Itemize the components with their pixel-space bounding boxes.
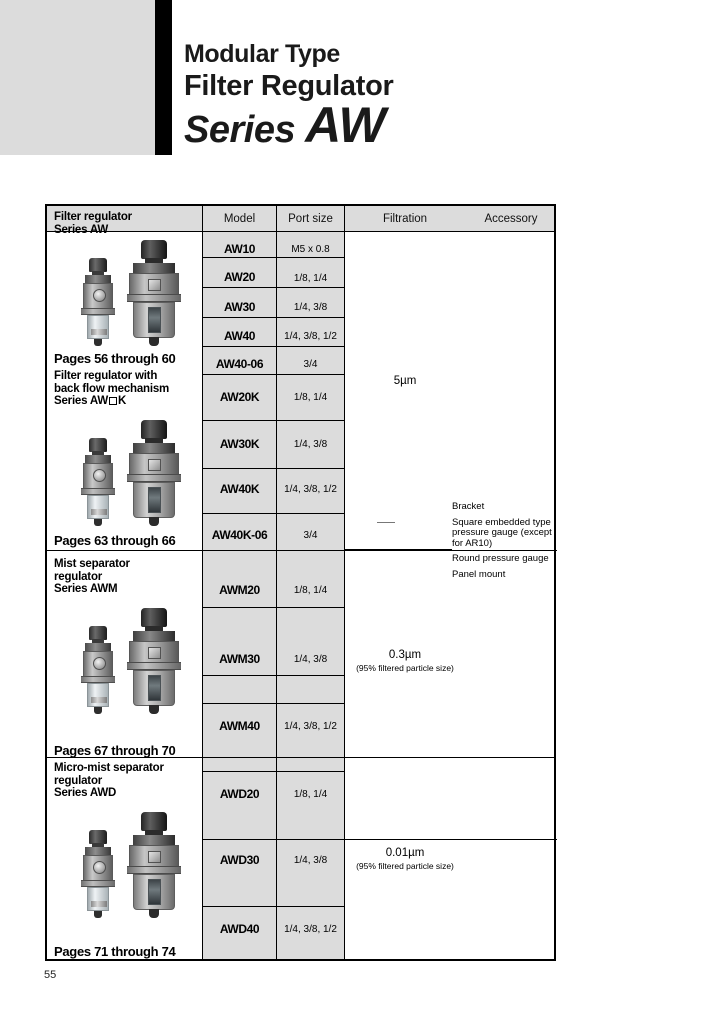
- regulator-body: [83, 463, 113, 489]
- regulator-body: [129, 641, 179, 663]
- accessory-item: Bracket: [452, 501, 485, 512]
- drain-cock: [94, 339, 102, 346]
- category-block-back-flow: [51, 370, 201, 408]
- filter-bowl: [133, 302, 175, 338]
- adjust-knob: [141, 240, 167, 259]
- model-cell: AW40: [223, 329, 256, 343]
- drain-cock: [94, 707, 102, 714]
- product-unit-small: [81, 830, 115, 918]
- adjust-knob: [141, 608, 167, 627]
- product-unit-large: [127, 812, 181, 918]
- category-title-line: Micro-mist separator: [54, 762, 164, 774]
- category-title-line: regulator: [54, 774, 103, 787]
- filtration-note: (95% filtered particle size): [356, 663, 454, 673]
- filtration-cell: [345, 649, 465, 673]
- adjust-knob: [141, 420, 167, 439]
- pressure-gauge-icon: [93, 861, 106, 874]
- filter-bowl: [133, 482, 175, 518]
- accessory-item: Round pressure gauge: [452, 553, 549, 564]
- filtration-note: (95% filtered particle size): [356, 861, 454, 871]
- model-cell: AW40K: [219, 482, 260, 496]
- series-code: AW: [305, 97, 386, 153]
- port-block: [148, 459, 161, 471]
- regulator-body: [129, 845, 179, 867]
- model-cell: AW40K-06: [211, 528, 268, 542]
- drain-cock: [149, 909, 159, 918]
- bowl-element: [91, 697, 107, 703]
- accessory-list: [452, 502, 552, 585]
- filter-bowl: [87, 887, 109, 911]
- model-cell: AWM30: [219, 652, 260, 666]
- product-overview-table: [45, 204, 556, 961]
- pressure-gauge-icon: [93, 289, 106, 302]
- port-size-cell: 1/4, 3/8, 1/2: [284, 484, 337, 495]
- product-photo-micro-mist: [65, 808, 200, 918]
- port-size-cell: 1/4, 3/8: [293, 302, 328, 313]
- filter-bowl: [87, 315, 109, 339]
- port-size-cell: 1/4, 3/8, 1/2: [284, 331, 337, 342]
- category-title-line: Series AW: [54, 223, 109, 236]
- mounting-bracket: [127, 294, 181, 302]
- drain-cock: [149, 705, 159, 714]
- port-size-cell: 1/4, 3/8: [293, 654, 328, 665]
- regulator-body: [129, 453, 179, 475]
- bowl-element: [91, 509, 107, 515]
- series-prefix: Series AW: [54, 395, 109, 407]
- port-size-cell: 3/4: [303, 359, 318, 370]
- model-cell: AW20K: [219, 390, 260, 404]
- port-size-cell: 1/8, 1/4: [293, 789, 328, 800]
- bowl-window: [148, 879, 161, 905]
- product-unit-large: [127, 608, 181, 714]
- page-number: 55: [44, 969, 57, 981]
- column-divider-model: [276, 206, 277, 959]
- filtration-value: 0.01µm: [385, 847, 425, 859]
- column-header-model: Model: [223, 213, 256, 225]
- category-title-line: Mist separator: [54, 558, 130, 570]
- model-cell: AW30K: [219, 437, 260, 451]
- port-size-cell: 1/4, 3/8, 1/2: [284, 924, 337, 935]
- adjust-knob: [141, 812, 167, 831]
- adjust-knob: [89, 830, 107, 844]
- bowl-element: [91, 901, 107, 907]
- bowl-window: [148, 307, 161, 333]
- port-size-cell: 1/4, 3/8: [293, 855, 328, 866]
- row-divider: [203, 287, 344, 288]
- category-title-line: [51, 395, 201, 408]
- series-suffix: K: [118, 395, 127, 407]
- filtration-cell: [345, 375, 465, 387]
- mounting-bracket: [127, 474, 181, 482]
- product-unit-large: [127, 240, 181, 346]
- category-block-filter-regulator: [51, 211, 201, 236]
- model-cell: AWD20: [219, 787, 260, 801]
- category-title-line: Series AWD: [54, 787, 117, 799]
- row-divider: [203, 607, 344, 608]
- mounting-bracket: [81, 488, 115, 495]
- pressure-gauge-icon: [93, 469, 106, 482]
- product-unit-small: [81, 258, 115, 346]
- accessory-item: Square embedded type pressure gauge (except for AR10): [452, 516, 552, 549]
- column-header-filtration: Filtration: [382, 213, 428, 225]
- product-unit-small: [81, 438, 115, 526]
- category-title-line: Filter regulator with: [54, 370, 158, 382]
- regulator-body: [83, 651, 113, 677]
- port-block: [148, 279, 161, 291]
- category-pages-ref[interactable]: Pages 63 through 66: [54, 533, 176, 548]
- mounting-bracket: [81, 676, 115, 683]
- model-cell: AW20: [223, 270, 256, 284]
- model-cell: AW40-06: [215, 357, 264, 371]
- category-block-mist-separator: [51, 558, 201, 596]
- model-cell: AW10: [223, 242, 256, 256]
- regulator-body: [129, 273, 179, 295]
- row-divider: [203, 420, 344, 421]
- category-pages-ref[interactable]: Pages 71 through 74: [54, 944, 176, 959]
- port-size-cell: 3/4: [303, 530, 318, 541]
- mounting-bracket: [127, 662, 181, 670]
- category-pages-ref[interactable]: Pages 56 through 60: [54, 351, 176, 366]
- port-size-cell: M5 x 0.8: [291, 244, 330, 255]
- bowl-window: [148, 487, 161, 513]
- regulator-body: [83, 855, 113, 881]
- row-divider: [203, 346, 344, 347]
- mounting-bracket: [81, 880, 115, 887]
- placeholder-box-icon: [109, 397, 117, 405]
- pressure-gauge-icon: [93, 657, 106, 670]
- series-title: [184, 97, 394, 153]
- header-black-bar: [155, 0, 172, 155]
- model-cell: AW30: [223, 300, 256, 314]
- row-divider: [203, 257, 344, 258]
- category-pages-ref[interactable]: Pages 67 through 70: [54, 743, 176, 758]
- filtration-value: 0.3µm: [388, 649, 422, 661]
- product-unit-small: [81, 626, 115, 714]
- drain-cock: [149, 517, 159, 526]
- header-grey-block: [0, 0, 155, 155]
- row-divider: [203, 906, 344, 907]
- category-title-line: Filter regulator: [54, 211, 132, 223]
- port-size-cell: 1/8, 1/4: [293, 585, 328, 596]
- adjust-knob: [89, 626, 107, 640]
- filter-bowl: [87, 683, 109, 707]
- filtration-cell: [345, 847, 465, 871]
- mounting-bracket: [127, 866, 181, 874]
- row-divider: [203, 771, 344, 772]
- series-word: Series: [184, 109, 296, 151]
- product-photo-filter-regulator: [65, 236, 200, 346]
- filter-bowl: [133, 874, 175, 910]
- category-title-line: regulator: [54, 570, 103, 583]
- adjust-knob: [89, 258, 107, 272]
- row-divider: [203, 839, 344, 840]
- port-size-cell: 1/8, 1/4: [293, 392, 328, 403]
- port-size-cell: 1/8, 1/4: [293, 273, 328, 284]
- model-cell: AWM40: [219, 719, 260, 733]
- bowl-element: [91, 329, 107, 335]
- port-block: [148, 647, 161, 659]
- row-divider: [203, 513, 344, 514]
- page-header: [0, 0, 720, 155]
- accessory-leader-dash: [377, 522, 395, 523]
- row-divider: [203, 703, 344, 704]
- drain-cock: [94, 519, 102, 526]
- filter-bowl: [133, 670, 175, 706]
- bowl-window: [148, 675, 161, 701]
- model-cell: AWD30: [219, 853, 260, 867]
- category-title-line: Series AWM: [54, 583, 118, 595]
- drain-cock: [149, 337, 159, 346]
- accessory-item: Panel mount: [452, 568, 506, 580]
- row-divider: [203, 374, 344, 375]
- model-cell: AWD40: [219, 922, 260, 936]
- adjust-knob: [89, 438, 107, 452]
- row-divider: [203, 317, 344, 318]
- drain-cock: [94, 911, 102, 918]
- product-photo-back-flow: [65, 416, 200, 526]
- regulator-body: [83, 283, 113, 309]
- filter-bowl: [87, 495, 109, 519]
- port-size-cell: 1/4, 3/8, 1/2: [284, 721, 337, 732]
- product-photo-mist-separator: [65, 604, 200, 714]
- accessory-leader-line: [345, 549, 452, 550]
- header-subtitle: Modular Type: [184, 40, 340, 68]
- row-divider: [203, 468, 344, 469]
- category-block-micro-mist: [51, 762, 201, 800]
- model-cell: AWM20: [219, 583, 260, 597]
- header-title-group: [184, 40, 394, 152]
- page-title: Filter Regulator: [184, 70, 394, 102]
- category-title-line: back flow mechanism: [54, 382, 170, 395]
- filtration-value: 5µm: [393, 375, 417, 387]
- mounting-bracket: [81, 308, 115, 315]
- port-block: [148, 851, 161, 863]
- port-size-cell: 1/4, 3/8: [293, 439, 328, 450]
- product-unit-large: [127, 420, 181, 526]
- row-divider: [203, 675, 344, 676]
- column-header-port-size: Port size: [288, 213, 333, 225]
- filtration-divider-2: [345, 839, 557, 840]
- column-header-accessory: Accessory: [484, 213, 538, 225]
